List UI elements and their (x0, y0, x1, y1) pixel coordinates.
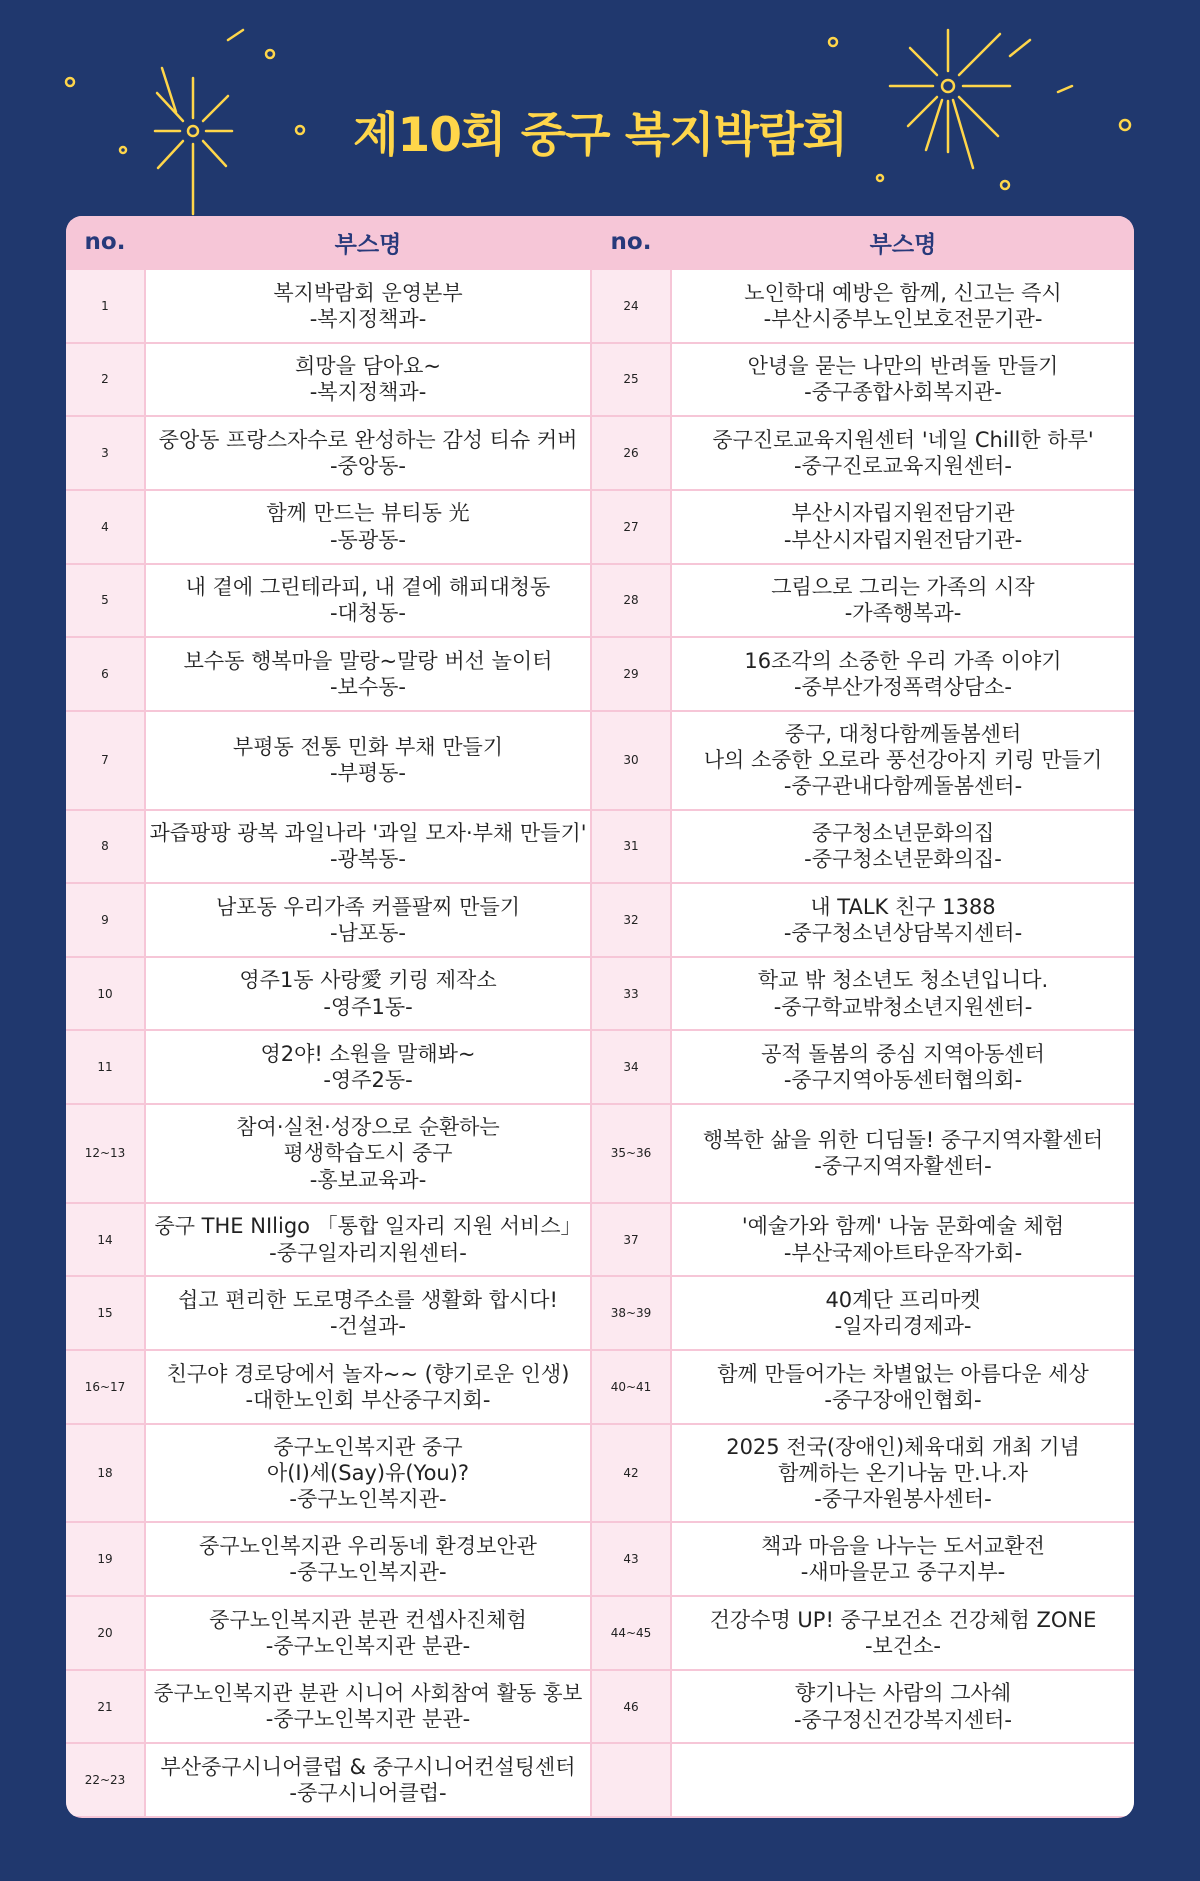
booth-organizer: -새마을문고 중구지부- (800, 1560, 1006, 1585)
booth-table (66, 216, 1134, 1818)
booth-name-cell (672, 1671, 1134, 1743)
booth-name-cell (146, 1351, 590, 1423)
booth-no: 12~13 (66, 1105, 144, 1202)
booth-name-cell (672, 1204, 1134, 1276)
booth-name-cell (146, 1105, 590, 1202)
booth-name-line: 중구노인복지관 분관 컨셉사진체험 (209, 1607, 527, 1632)
booth-name-cell (146, 1597, 590, 1669)
booth-name-cell (672, 417, 1134, 489)
booth-name-cell (146, 491, 590, 563)
booth-organizer: -광복동- (329, 847, 406, 872)
booth-organizer: -부산국제아트타운작가회- (783, 1240, 1023, 1265)
booth-name-line: 중구노인복지관 분관 시니어 사회참여 활동 홍보 (153, 1680, 583, 1705)
booth-organizer: -중구종합사회복지관- (804, 380, 1002, 405)
booth-no: 46 (592, 1671, 670, 1743)
booth-name-cell (672, 958, 1134, 1030)
booth-name-cell (146, 270, 590, 342)
booth-no: 30 (592, 712, 670, 809)
booth-name-cell (146, 884, 590, 956)
booth-no: 4 (66, 491, 144, 563)
booth-no: 25 (592, 344, 670, 416)
booth-name-line: 참여·실천·성장으로 순환하는 (236, 1115, 500, 1140)
booth-name-cell (146, 1277, 590, 1349)
booth-organizer: -중부산가정폭력상담소- (793, 675, 1012, 699)
header-no-left: no. (66, 216, 144, 268)
booth-name-line: 40계단 프리마켓 (825, 1288, 981, 1313)
booth-name-cell (672, 811, 1134, 883)
booth-name-cell (146, 1671, 590, 1743)
booth-organizer: -중구노인복지관- (289, 1560, 447, 1585)
booth-organizer: -복지정책과- (309, 380, 427, 405)
booth-name-line: 복지박람회 운영본부 (273, 280, 463, 305)
empty-cell (672, 1744, 1134, 1816)
booth-name-cell (146, 811, 590, 883)
booth-no: 20 (66, 1597, 144, 1669)
booth-name-cell (672, 1105, 1134, 1202)
booth-no: 29 (592, 638, 670, 710)
booth-name-cell (146, 712, 590, 809)
booth-name-line: 노인학대 예방은 함께, 신고는 즉시 (744, 280, 1062, 305)
booth-name-line: 영주1동 사랑愛 키링 제작소 (239, 968, 497, 993)
booth-no: 1 (66, 270, 144, 342)
booth-name-line: 부산시자립지원전담기관 (791, 501, 1015, 526)
booth-name-line: 건강수명 UP! 중구보건소 건강체험 ZONE (709, 1607, 1097, 1632)
booth-name-line: 향기나는 사람의 그사쉐 (794, 1681, 1012, 1706)
booth-organizer: -중구정신건강복지센터- (793, 1707, 1012, 1732)
booth-no: 40~41 (592, 1351, 670, 1423)
booth-no: 24 (592, 270, 670, 342)
booth-name-cell (672, 884, 1134, 956)
booth-no: 38~39 (592, 1277, 670, 1349)
booth-no: 44~45 (592, 1597, 670, 1669)
empty-cell (592, 1744, 670, 1816)
booth-organizer: -중구자원봉사센터- (814, 1487, 992, 1512)
booth-no: 33 (592, 958, 670, 1030)
booth-organizer: -중구일자리지원센터- (269, 1240, 467, 1265)
booth-organizer: -중구지역아동센터협의회- (783, 1068, 1023, 1093)
header-booth-right: 부스명 (672, 216, 1134, 268)
booth-name-cell (146, 1744, 590, 1816)
booth-name-cell (672, 1351, 1134, 1423)
booth-name-line: 책과 마음을 나누는 도서교환전 (761, 1534, 1045, 1558)
booth-name-line: 친구야 경로당에서 놀자~~ (향기로운 인생) (166, 1361, 570, 1386)
booth-no: 10 (66, 958, 144, 1030)
booth-name-line: 부평동 전통 민화 부채 만들기 (232, 734, 504, 759)
booth-no: 32 (592, 884, 670, 956)
booth-organizer: -부산시중부노인보호전문기관- (763, 306, 1043, 331)
booth-organizer: -중구청소년문화의집- (804, 847, 1002, 872)
booth-name-cell (146, 344, 590, 416)
booth-name-line: 함께 만들어가는 차별없는 아름다운 세상 (717, 1361, 1089, 1386)
booth-no: 43 (592, 1523, 670, 1595)
booth-no: 18 (66, 1425, 144, 1522)
booth-name-line: 공적 돌봄의 중심 지역아동센터 (761, 1042, 1045, 1067)
booth-name-cell (146, 1425, 590, 1522)
booth-name-line: 중구노인복지관 중구 (273, 1434, 463, 1459)
booth-no: 26 (592, 417, 670, 489)
booth-name-cell (146, 1031, 590, 1103)
booth-name-cell (146, 958, 590, 1030)
booth-no: 2 (66, 344, 144, 416)
booth-no: 35~36 (592, 1105, 670, 1202)
booth-name-line: 그림으로 그리는 가족의 시작 (771, 575, 1035, 600)
booth-no: 7 (66, 712, 144, 809)
booth-no: 21 (66, 1671, 144, 1743)
page-title: 제10회 중구 복지박람회 (353, 108, 847, 163)
booth-name-line: 중앙동 프랑스자수로 완성하는 감성 티슈 커버 (158, 427, 578, 452)
booth-organizer: -중구시니어클럽- (289, 1781, 447, 1806)
booth-organizer: -중구장애인협회- (824, 1387, 982, 1412)
booth-organizer: -부산시자립지원전담기관- (783, 527, 1023, 552)
booth-organizer: -중구노인복지관 분관- (265, 1707, 471, 1732)
booth-organizer: -중구지역자활센터- (814, 1154, 992, 1179)
booth-no: 9 (66, 884, 144, 956)
booth-name-cell (672, 1425, 1134, 1522)
booth-name-cell (672, 638, 1134, 710)
booth-no: 22~23 (66, 1744, 144, 1816)
booth-no: 42 (592, 1425, 670, 1522)
header-booth-left: 부스명 (146, 216, 590, 268)
booth-organizer: -가족행복과- (844, 601, 962, 626)
booth-organizer: -영주2동- (323, 1068, 413, 1093)
booth-name-cell (672, 344, 1134, 416)
booth-name-cell (672, 1277, 1134, 1349)
booth-name-line: 평생학습도시 중구 (283, 1141, 453, 1166)
booth-name-line: 중구노인복지관 우리동네 환경보안관 (199, 1534, 537, 1558)
booth-name-line: 함께 만드는 뷰티동 光 (266, 501, 470, 526)
booth-organizer: -보건소- (864, 1633, 941, 1658)
booth-name-line: 쉽고 편리한 도로명주소를 생활화 합시다! (178, 1288, 558, 1313)
booth-organizer: -중구관내다함께돌봄센터- (783, 774, 1023, 799)
booth-name-line: 중구, 대청다함께돌봄센터 (784, 721, 1022, 746)
booth-no: 15 (66, 1277, 144, 1349)
booth-no: 8 (66, 811, 144, 883)
booth-organizer: -중구진로교육지원센터- (793, 454, 1012, 479)
booth-name-line: 중구 THE NIligo 「통합 일자리 지원 서비스」 (154, 1214, 582, 1239)
booth-name-line: 학교 밖 청소년도 청소년입니다. (757, 968, 1049, 993)
booth-organizer: -동광동- (329, 527, 406, 552)
booth-name-line: 남포동 우리가족 커플팔찌 만들기 (215, 894, 521, 919)
booth-no: 19 (66, 1523, 144, 1595)
booth-name-line: 중구진로교육지원센터 '네일 Chill한 하루' (712, 427, 1094, 452)
booth-name-line: 2025 전국(장애인)체육대회 개최 기념 (726, 1434, 1080, 1459)
booth-name-line: 중구청소년문화의집 (811, 821, 995, 846)
booth-name-cell (672, 565, 1134, 637)
booth-name-line: 함께하는 온기나눔 만.나.자 (778, 1460, 1028, 1485)
booth-name-line: 보수동 행복마을 말랑~말랑 버선 놀이터 (183, 648, 553, 673)
booth-name-line: 내 곁에 그린테라피, 내 곁에 해피대청동 (185, 575, 551, 600)
booth-name-cell (672, 1523, 1134, 1595)
booth-name-cell (146, 417, 590, 489)
booth-name-line: 부산중구시니어클럽 & 중구시니어컨설팅센터 (160, 1754, 576, 1779)
booth-name-line: 과즙팡팡 광복 과일나라 '과일 모자·부채 만들기' (149, 821, 587, 846)
booth-organizer: -대한노인회 부산중구지회- (245, 1387, 491, 1412)
booth-name-cell (146, 1204, 590, 1276)
booth-name-cell (146, 1523, 590, 1595)
booth-no: 3 (66, 417, 144, 489)
booth-name-cell (146, 638, 590, 710)
booth-organizer: -중구노인복지관 분관- (265, 1633, 471, 1658)
booth-no: 27 (592, 491, 670, 563)
booth-name-line: 안녕을 묻는 나만의 반려돌 만들기 (747, 354, 1059, 379)
booth-no: 16~17 (66, 1351, 144, 1423)
booth-name-line: 아(I)세(Say)유(You)? (266, 1460, 470, 1485)
booth-organizer: -대청동- (329, 601, 406, 626)
booth-name-line: 영2야! 소원을 말해봐~ (260, 1042, 476, 1067)
booth-organizer: -중구학교밖청소년지원센터- (773, 994, 1033, 1019)
booth-no: 11 (66, 1031, 144, 1103)
booth-name-line: 내 TALK 친구 1388 (810, 894, 996, 919)
booth-name-cell (672, 712, 1134, 809)
booth-no: 14 (66, 1204, 144, 1276)
booth-organizer: -중구청소년상담복지센터- (783, 920, 1023, 945)
booth-name-line: 행복한 삶을 위한 디딤돌! 중구지역자활센터 (702, 1128, 1104, 1153)
booth-name-cell (672, 270, 1134, 342)
booth-organizer: -보수동- (329, 675, 406, 699)
booth-organizer: -중앙동- (329, 454, 406, 479)
booth-no: 34 (592, 1031, 670, 1103)
booth-organizer: -홍보교육과- (309, 1167, 427, 1192)
booth-name-cell (146, 565, 590, 637)
booth-no: 5 (66, 565, 144, 637)
booth-no: 31 (592, 811, 670, 883)
booth-name-cell (672, 1597, 1134, 1669)
booth-organizer: -영주1동- (323, 994, 413, 1019)
booth-organizer: -부평동- (329, 761, 406, 786)
booth-name-cell (672, 1031, 1134, 1103)
booth-organizer: -남포동- (329, 920, 406, 945)
booth-name-line: 16조각의 소중한 우리 가족 이야기 (744, 648, 1062, 673)
booth-name-cell (672, 491, 1134, 563)
booth-name-line: '예술가와 함께' 나눔 문화예술 체험 (741, 1214, 1065, 1239)
booth-organizer: -일자리경제과- (834, 1314, 972, 1339)
booth-no: 28 (592, 565, 670, 637)
booth-no: 6 (66, 638, 144, 710)
booth-organizer: -건설과- (329, 1314, 406, 1339)
booth-organizer: -중구노인복지관- (289, 1487, 447, 1512)
booth-name-line: 희망을 담아요~ (295, 354, 441, 379)
booth-grid (66, 216, 1134, 1818)
booth-organizer: -복지정책과- (309, 306, 427, 331)
booth-no: 37 (592, 1204, 670, 1276)
header-no-right: no. (592, 216, 670, 268)
booth-name-line: 나의 소중한 오로라 풍선강아지 키링 만들기 (703, 748, 1103, 773)
